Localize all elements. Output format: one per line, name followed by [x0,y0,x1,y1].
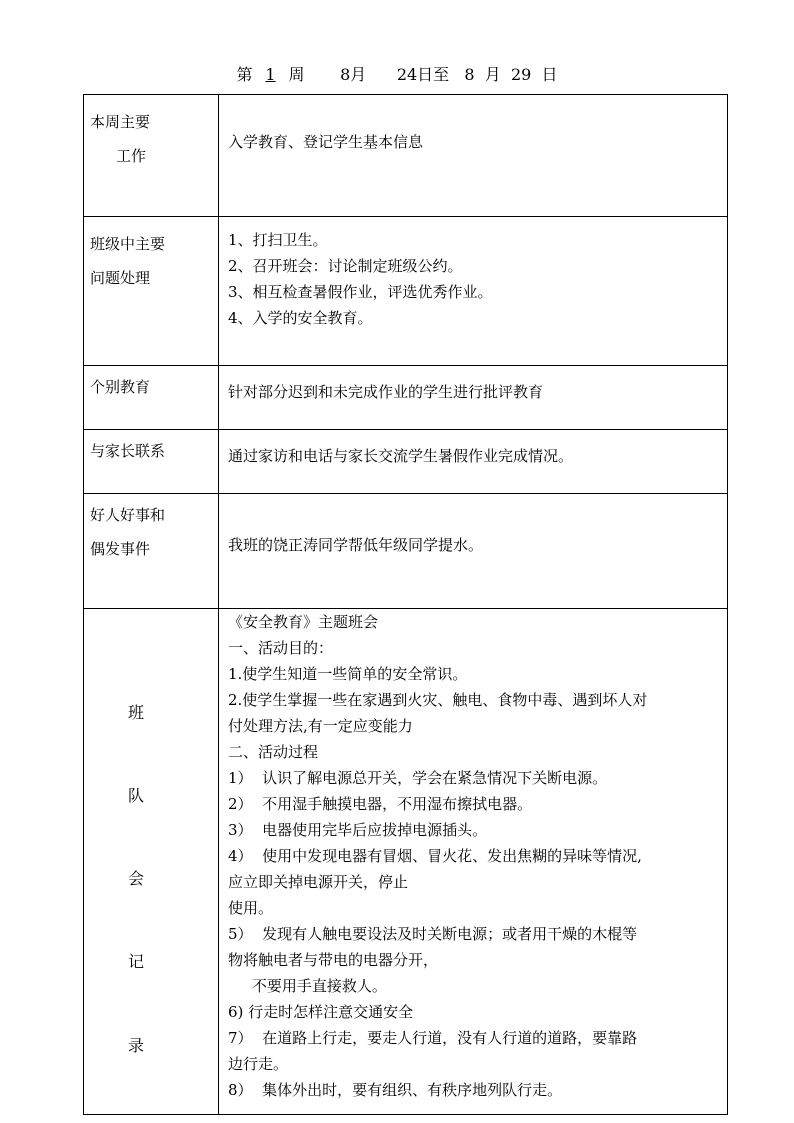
meeting-line: 1） 认识了解电源总开关，学会在紧急情况下关断电源。 [228,769,608,787]
content-parent-contact [219,430,728,494]
class-record-table [83,94,728,1115]
label-char: 班 [128,703,145,722]
meeting-line: 使用。 [228,899,274,917]
label-line: 个别教育 [90,378,151,396]
good-deeds-text: 我班的饶正涛同学帮低年级同学提水。 [228,536,484,554]
label-line: 与家长联系 [90,442,166,460]
list-item: 3、相互检查暑假作业，评选优秀作业。 [228,283,493,301]
content-individual-education [219,366,728,430]
meeting-line: 物将触电者与带电的电器分开， [228,951,439,969]
meeting-line: 一、活动目的： [228,639,334,657]
label-line: 问题处理 [90,269,151,287]
label-class-issues [84,217,219,366]
row-good-deeds [84,494,728,609]
date-range: 周 8月 24日至 8 月 29 日 [288,65,558,84]
meeting-line: 应立即关掉电源开关，停止 [228,873,409,891]
label-line: 工作 [116,147,147,165]
label-class-meeting [84,609,219,1115]
work-text: 入学教育、登记学生基本信息 [228,133,424,151]
week-number: 1 [265,65,276,84]
meeting-line: 5） 发现有人触电要设法及时关断电源；或者用干燥的木棍等 [228,925,638,943]
meeting-line: 付处理方法,有一定应变能力 [228,717,413,735]
meeting-line: 6) 行走时怎样注意交通安全 [228,1003,414,1021]
row-individual-education [84,366,728,430]
individual-text: 针对部分迟到和未完成作业的学生进行批评教育 [228,383,544,401]
row-class-meeting [84,609,728,1115]
label-line: 好人好事和 [90,506,166,524]
label-char: 记 [128,952,145,971]
label-line: 本周主要 [90,113,151,131]
label-parent-contact [84,430,219,494]
list-item: 2、召开班会：讨论制定班级公约。 [228,257,463,275]
week-prefix: 第 [236,65,253,84]
label-char: 队 [128,786,145,805]
meeting-line: 2.使学生掌握一些在家遇到火灾、触电、食物中毒、遇到坏人对 [228,691,648,709]
meeting-line: 1.使学生知道一些简单的安全常识。 [228,665,468,683]
list-item: 4、入学的安全教育。 [228,309,373,327]
parent-text: 通过家访和电话与家长交流学生暑假作业完成情况。 [228,447,574,465]
meeting-line: 4） 使用中发现电器有冒烟、冒火花、发出焦糊的异味等情况, [228,847,642,865]
row-weekly-work [84,95,728,217]
meeting-line: 2） 不用湿手触摸电器，不用湿布擦拭电器。 [228,795,533,813]
content-weekly-work [219,95,728,217]
meeting-line: 《安全教育》主题班会 [228,613,379,631]
meeting-line: 二、活动过程 [228,743,319,761]
list-item: 1、打扫卫生。 [228,231,328,249]
content-class-issues [219,217,728,366]
meeting-line: 3） 电器使用完毕后应拔掉电源插头。 [228,821,488,839]
label-weekly-work [84,95,219,217]
label-line: 偶发事件 [90,540,151,558]
meeting-line: 边行走。 [228,1055,289,1073]
label-good-deeds [84,494,219,609]
label-char: 录 [128,1036,145,1055]
label-line: 班级中主要 [90,235,166,253]
week-header [0,62,794,85]
content-good-deeds [219,494,728,609]
label-individual-education [84,366,219,430]
meeting-line: 7） 在道路上行走，要走人行道，没有人行道的道路，要靠路 [228,1029,638,1047]
label-char: 会 [128,869,145,888]
row-parent-contact [84,430,728,494]
meeting-line: 8） 集体外出时，要有组织、有秩序地列队行走。 [228,1081,563,1099]
row-class-issues [84,217,728,366]
content-class-meeting [219,609,728,1115]
meeting-line: 不要用手直接救人。 [228,977,387,995]
